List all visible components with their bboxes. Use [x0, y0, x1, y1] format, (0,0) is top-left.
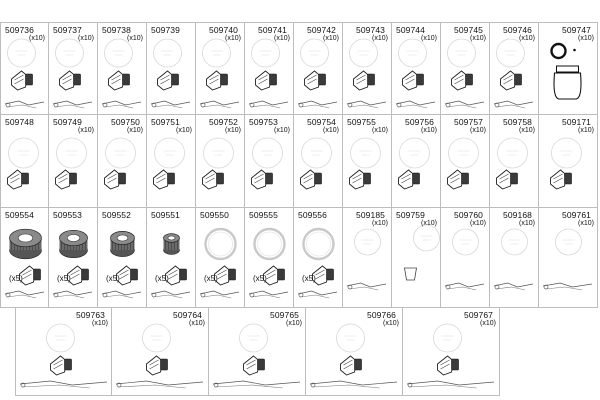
part-number: 509738 — [102, 25, 131, 35]
part-number: 509766 — [367, 310, 396, 320]
spool-icon — [111, 231, 135, 256]
connector-icon — [501, 71, 522, 90]
connector-icon — [147, 356, 168, 375]
connector-icon — [551, 170, 572, 189]
part-illustration — [196, 208, 245, 308]
pack-quantity: (x5) — [57, 274, 71, 283]
part-cell-509738 — [98, 22, 147, 115]
line-drawing-icon — [543, 283, 592, 290]
pack-quantity: (x10) — [323, 35, 339, 42]
pack-quantity: (x5) — [302, 274, 316, 283]
blank-disc-outline — [302, 138, 332, 168]
part-cell-509185 — [343, 208, 392, 308]
part-cell-509553 — [49, 208, 98, 308]
blank-disc-outline — [253, 138, 283, 168]
line-drawing-icon — [298, 101, 337, 108]
connector-icon — [109, 71, 130, 90]
part-number: 509764 — [173, 310, 202, 320]
line-drawing-icon — [5, 291, 44, 298]
part-number: 509552 — [102, 210, 131, 220]
connector-icon — [12, 71, 33, 90]
part-cell-509743 — [343, 22, 392, 115]
part-cell-509736 — [0, 22, 49, 115]
part-number: 509742 — [307, 25, 336, 35]
part-cell-509171 — [539, 115, 598, 208]
connector-icon — [350, 170, 371, 189]
part-number: 509745 — [454, 25, 483, 35]
part-cell-509739 — [147, 22, 196, 115]
line-drawing-icon — [53, 291, 92, 298]
part-number: 509747 — [562, 25, 591, 35]
line-drawing-icon — [249, 101, 288, 108]
pack-quantity: (x10) — [189, 320, 205, 327]
part-cell-509551 — [147, 208, 196, 308]
part-cell-509753 — [245, 115, 294, 208]
part-number: 509551 — [151, 210, 180, 220]
pack-quantity: (x10) — [578, 35, 594, 42]
part-cell-509550 — [196, 208, 245, 308]
part-cell-509765 — [209, 308, 306, 396]
jar-icon — [552, 44, 582, 99]
part-cell-509741 — [245, 22, 294, 115]
pack-quantity: (x10) — [372, 220, 388, 227]
pack-quantity: (x10) — [470, 127, 486, 134]
blank-disc-outline — [47, 324, 75, 352]
pack-quantity: (x10) — [470, 35, 486, 42]
part-cell-509758 — [490, 115, 539, 208]
blank-disc-outline — [252, 39, 280, 67]
connector-icon — [354, 71, 375, 90]
pack-quantity: (x10) — [225, 127, 241, 134]
part-number: 509754 — [307, 117, 336, 127]
connector-icon — [399, 170, 420, 189]
blank-disc-outline — [351, 138, 381, 168]
connector-icon — [203, 170, 224, 189]
line-drawing-icon — [20, 381, 107, 388]
pack-quantity: (x5) — [253, 274, 267, 283]
blank-disc-outline — [502, 229, 528, 255]
blank-disc-outline — [154, 39, 182, 67]
blank-disc-outline — [143, 324, 171, 352]
part-number: 509550 — [200, 210, 229, 220]
part-number: 509746 — [503, 25, 532, 35]
part-number: 509736 — [5, 25, 34, 35]
pack-quantity: (x10) — [578, 220, 594, 227]
connector-icon — [207, 71, 228, 90]
line-drawing-icon — [494, 283, 533, 290]
blank-disc-outline — [434, 324, 462, 352]
part-cell-509737 — [49, 22, 98, 115]
pack-quantity: (x10) — [383, 320, 399, 327]
line-drawing-icon — [102, 101, 141, 108]
line-drawing-icon — [347, 101, 386, 108]
part-number: 509760 — [454, 210, 483, 220]
connector-icon — [341, 356, 362, 375]
line-drawing-icon — [151, 101, 190, 108]
connector-icon — [305, 71, 326, 90]
connector-icon — [452, 71, 473, 90]
part-number: 509554 — [5, 210, 34, 220]
part-number: 509755 — [347, 117, 376, 127]
part-cell-509168 — [490, 208, 539, 308]
part-number: 509737 — [53, 25, 82, 35]
part-number: 509756 — [405, 117, 434, 127]
pack-quantity: (x10) — [480, 320, 496, 327]
part-number: 509750 — [111, 117, 140, 127]
blank-disc-outline — [203, 39, 231, 67]
part-cell-509554 — [0, 208, 49, 308]
part-cell-509752 — [196, 115, 245, 208]
part-number: 509171 — [562, 117, 591, 127]
connector-icon — [403, 71, 424, 90]
pack-quantity: (x10) — [29, 35, 45, 42]
blank-disc-outline — [240, 324, 268, 352]
pack-quantity: (x10) — [519, 127, 535, 134]
part-number: 509168 — [503, 210, 532, 220]
pack-quantity: (x10) — [421, 35, 437, 42]
line-drawing-icon — [200, 101, 239, 108]
part-cell-509742 — [294, 22, 343, 115]
ring-gasket-icon — [304, 229, 334, 259]
part-cell-509745 — [441, 22, 490, 115]
part-number: 509185 — [356, 210, 385, 220]
connector-icon — [158, 71, 179, 90]
line-drawing-icon — [213, 381, 300, 388]
pack-quantity: (x10) — [286, 320, 302, 327]
pack-quantity: (x5) — [204, 274, 218, 283]
blank-disc-outline — [337, 324, 365, 352]
connector-icon — [438, 356, 459, 375]
part-cell-509746 — [490, 22, 539, 115]
line-drawing-icon — [298, 291, 337, 298]
pack-quantity: (x5) — [155, 274, 169, 283]
pack-quantity: (x10) — [372, 35, 388, 42]
part-number: 509765 — [270, 310, 299, 320]
pack-quantity: (x10) — [225, 35, 241, 42]
line-drawing-icon — [53, 101, 92, 108]
part-number: 509757 — [454, 117, 483, 127]
line-drawing-icon — [347, 283, 386, 290]
part-cell-509756 — [392, 115, 441, 208]
line-drawing-icon — [310, 381, 397, 388]
pack-quantity: (x10) — [323, 127, 339, 134]
part-cell-509761 — [539, 208, 598, 308]
cup-icon — [405, 268, 417, 280]
part-illustration — [1, 208, 50, 308]
pack-quantity: (x10) — [92, 320, 108, 327]
connector-icon — [244, 356, 265, 375]
part-cell-509759 — [392, 208, 441, 308]
part-cell-509740 — [196, 22, 245, 115]
part-illustration — [49, 208, 98, 308]
part-illustration — [294, 208, 343, 308]
part-cell-509757 — [441, 115, 490, 208]
pack-quantity: (x10) — [470, 220, 486, 227]
connector-icon — [256, 71, 277, 90]
line-drawing-icon — [5, 101, 44, 108]
blank-disc-outline — [448, 39, 476, 67]
part-number: 509759 — [396, 210, 425, 220]
part-number: 509740 — [209, 25, 238, 35]
connector-icon — [252, 170, 273, 189]
connector-icon — [448, 170, 469, 189]
part-cell-509749 — [49, 115, 98, 208]
blank-disc-outline — [56, 39, 84, 67]
blank-disc-outline — [552, 138, 582, 168]
line-drawing-icon — [151, 291, 190, 298]
part-cell-509744 — [392, 22, 441, 115]
part-number: 509749 — [53, 117, 82, 127]
blank-disc-outline — [8, 39, 36, 67]
part-number: 509739 — [151, 25, 180, 35]
pack-quantity: (x5) — [106, 274, 120, 283]
part-number: 509743 — [356, 25, 385, 35]
blank-disc-outline — [453, 229, 479, 255]
part-cell-509767 — [403, 308, 500, 396]
part-number: 509763 — [76, 310, 105, 320]
connector-icon — [301, 170, 322, 189]
blank-disc-outline — [400, 138, 430, 168]
blank-disc-outline — [414, 225, 440, 251]
pack-quantity: (x10) — [519, 220, 535, 227]
connector-icon — [8, 170, 29, 189]
blank-disc-outline — [106, 138, 136, 168]
blank-disc-outline — [497, 39, 525, 67]
blank-disc-outline — [155, 138, 185, 168]
connector-icon — [105, 170, 126, 189]
pack-quantity: (x10) — [274, 127, 290, 134]
ring-gasket-icon — [255, 229, 285, 259]
connector-icon — [497, 170, 518, 189]
part-number: 509744 — [396, 25, 425, 35]
connector-icon — [51, 356, 72, 375]
part-number: 509555 — [249, 210, 278, 220]
pack-quantity: (x10) — [127, 127, 143, 134]
blank-disc-outline — [355, 229, 381, 255]
line-drawing-icon — [494, 101, 533, 108]
part-illustration — [147, 208, 196, 308]
part-cell-509766 — [306, 308, 403, 396]
part-cell-509760 — [441, 208, 490, 308]
part-cell-509754 — [294, 115, 343, 208]
line-drawing-icon — [102, 291, 141, 298]
blank-disc-outline — [556, 229, 582, 255]
line-drawing-icon — [445, 101, 484, 108]
part-number: 509751 — [151, 117, 180, 127]
pack-quantity: (x10) — [78, 35, 94, 42]
blank-disc-outline — [57, 138, 87, 168]
blank-disc-outline — [498, 138, 528, 168]
part-cell-509750 — [98, 115, 147, 208]
spool-icon — [164, 234, 180, 255]
spool-icon — [60, 230, 88, 257]
part-cell-509763 — [15, 308, 112, 396]
part-number: 509748 — [5, 117, 34, 127]
line-drawing-icon — [445, 283, 484, 290]
part-cell-509748 — [0, 115, 49, 208]
pack-quantity: (x10) — [274, 35, 290, 42]
part-number: 509553 — [53, 210, 82, 220]
part-cell-509747 — [539, 22, 598, 115]
line-drawing-icon — [396, 101, 435, 108]
pack-quantity: (x10) — [127, 35, 143, 42]
blank-disc-outline — [399, 39, 427, 67]
part-cell-509755 — [343, 115, 392, 208]
pack-quantity: (x5) — [9, 274, 23, 283]
blank-disc-outline — [9, 138, 39, 168]
part-number: 509556 — [298, 210, 327, 220]
blank-disc-outline — [204, 138, 234, 168]
part-number: 509761 — [562, 210, 591, 220]
connector-icon — [154, 170, 175, 189]
pack-quantity: (x10) — [78, 127, 94, 134]
part-cell-509556 — [294, 208, 343, 308]
line-drawing-icon — [200, 291, 239, 298]
ring-gasket-icon — [206, 229, 236, 259]
line-drawing-icon — [249, 291, 288, 298]
part-cell-509764 — [112, 308, 209, 396]
part-illustration — [1, 115, 50, 208]
pack-quantity: (x10) — [372, 127, 388, 134]
blank-disc-outline — [105, 39, 133, 67]
connector-icon — [60, 71, 81, 90]
blank-disc-outline — [449, 138, 479, 168]
part-cell-509552 — [98, 208, 147, 308]
line-drawing-icon — [116, 381, 203, 388]
blank-disc-outline — [350, 39, 378, 67]
pack-quantity: (x10) — [176, 127, 192, 134]
part-number: 509752 — [209, 117, 238, 127]
part-illustration — [245, 208, 294, 308]
part-illustration — [147, 23, 196, 116]
part-number: 509758 — [503, 117, 532, 127]
part-illustration — [98, 208, 147, 308]
part-cell-509751 — [147, 115, 196, 208]
part-number: 509753 — [249, 117, 278, 127]
part-cell-509555 — [245, 208, 294, 308]
pack-quantity: (x10) — [578, 127, 594, 134]
blank-disc-outline — [301, 39, 329, 67]
connector-icon — [56, 170, 77, 189]
line-drawing-icon — [407, 381, 494, 388]
part-number: 509767 — [464, 310, 493, 320]
pack-quantity: (x10) — [421, 220, 437, 227]
pack-quantity: (x10) — [421, 127, 437, 134]
pack-quantity: (x10) — [519, 35, 535, 42]
spool-icon — [10, 229, 42, 259]
part-number: 509741 — [258, 25, 287, 35]
